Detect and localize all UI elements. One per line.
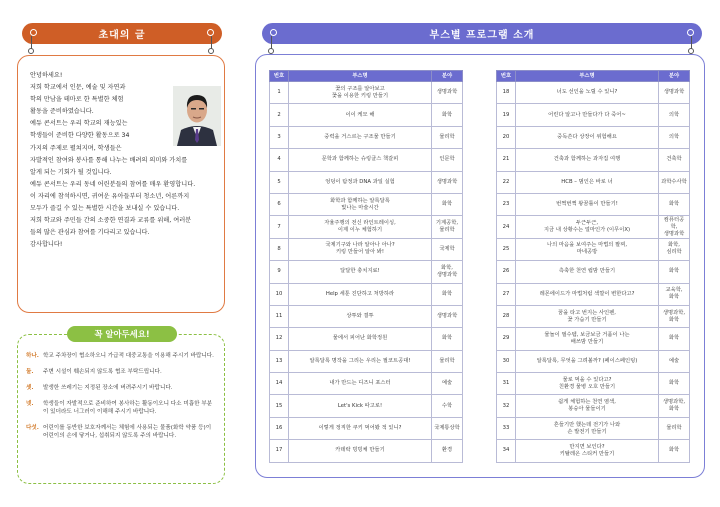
booth-name: 내가 만드는 디즈니 포스터: [289, 373, 432, 395]
booth-number: 34: [497, 440, 516, 462]
notice-text: 발생한 쓰레기는 지정된 장소에 버려주시기 바랍니다.: [43, 385, 173, 391]
booth-name: 엉덩이 탐정과 DNA 과일 실험: [289, 171, 432, 193]
table-row: [497, 171, 690, 193]
booth-name: 만지면 보인다? 키탈레온 스티커 만들기: [516, 440, 659, 462]
table-row: [270, 216, 463, 238]
booth-number: 13: [270, 350, 289, 372]
welcome-line: 감사합니다!: [30, 241, 63, 249]
notice-text: 어린이를 동반한 보호자께서는 체험에 사용되는 물품(화학 약품 등)이 어린이의 손에 닿거나, 섭취되지 않도록 주의 바랍니다.: [43, 425, 212, 439]
booth-field: 국제통상학: [432, 417, 463, 439]
booth-number: 11: [270, 305, 289, 327]
booth-number: 6: [270, 193, 289, 215]
table-row: [497, 350, 690, 372]
welcome-line: 학생들이 준비한 다양한 활동으로 34: [30, 132, 130, 140]
booth-number: 5: [270, 171, 289, 193]
booth-name: 번쩍번쩍 왕꿈틀이 만들기!: [516, 193, 659, 215]
ring-icon: [28, 48, 34, 54]
booth-name: 레몬에이드가 마법처럼 색깔이 변한다고?: [516, 283, 659, 305]
welcome-line: 학의 만남을 테마로 한 특별한 체험: [30, 96, 124, 104]
program-title: 부스별 프로그램 소개: [429, 30, 535, 41]
booth-field: 생명과학, 화학: [659, 305, 690, 327]
table-row: [270, 305, 463, 327]
booth-name: 꽃의 구조를 알아보고 꽃을 이용한 키링 만들기: [289, 82, 432, 104]
header-field: 분야: [659, 71, 690, 82]
booth-number: 10: [270, 283, 289, 305]
table-row: [497, 149, 690, 171]
notice-box: [17, 334, 225, 484]
table-row: [497, 328, 690, 350]
notice-key: 넷.: [26, 401, 34, 407]
table-row: [270, 261, 463, 283]
notice-title: 꼭 알아두세요!: [67, 326, 177, 342]
booth-field: 국제학: [432, 238, 463, 260]
booth-number: 17: [270, 440, 289, 462]
booth-name: Let's Kick 따고로!: [289, 395, 432, 417]
table-row: [270, 104, 463, 126]
booth-field: 컴퓨터공학, 생명과학: [659, 216, 690, 238]
booth-field: 화학: [659, 261, 690, 283]
booth-number: 23: [497, 193, 516, 215]
booth-field: 교육학, 화학: [659, 283, 690, 305]
table-row: [270, 328, 463, 350]
booth-number: 14: [270, 373, 289, 395]
table-row: [270, 238, 463, 260]
booth-number: 22: [497, 171, 516, 193]
booth-number: 21: [497, 149, 516, 171]
booth-field: 물리학: [432, 126, 463, 148]
table-row: [270, 171, 463, 193]
booth-number: 29: [497, 328, 516, 350]
header-num: 번호: [497, 71, 516, 82]
notice-text: 주변 시설이 훼손되지 않도록 협조 부탁드립니다.: [43, 369, 162, 375]
program-table-right: [496, 70, 690, 463]
booth-field: 생명과학: [432, 171, 463, 193]
booth-name: 어린다 알고나 만들다가 다 죽어~: [516, 104, 659, 126]
booth-field: 화학: [659, 373, 690, 395]
booth-name: 쉽게 체험하는 천연 염색, 봉숭아 물들이기: [516, 395, 659, 417]
booth-field: 화학: [432, 104, 463, 126]
welcome-line: 저희 학교에서 인문, 예술 및 자연과: [30, 84, 126, 92]
table-row: [497, 82, 690, 104]
booth-name: 자율주행의 전신 라인트레이싱, 이제 이누 체험하기: [289, 216, 432, 238]
booth-field: 화학: [659, 193, 690, 215]
notice-item: [26, 368, 216, 376]
welcome-title: 초대의 글: [98, 30, 146, 41]
table-row: [270, 350, 463, 372]
welcome-line: 예듀 콘서트는 우리 학교의 재능있는: [30, 120, 128, 128]
program-banner: [262, 23, 702, 44]
ring-icon: [208, 48, 214, 54]
program-box: [255, 54, 705, 478]
table-row: [497, 216, 690, 238]
notice-item: [26, 424, 216, 440]
table-row: [270, 440, 463, 462]
booth-name: HCB – 범인은 바로 너: [516, 171, 659, 193]
header-booth: 부스명: [289, 71, 432, 82]
notice-key: 하나.: [26, 353, 39, 359]
welcome-line: 이 자리에 참석하시면, 귀여운 유아들부터 청소년, 어른까지: [30, 192, 190, 200]
welcome-box: [17, 55, 225, 313]
booth-name: 국제기구와 나라 알아나 아나? 키링 만들어 알아 봐!: [289, 238, 432, 260]
booth-number: 27: [497, 283, 516, 305]
booth-field: 화학: [432, 283, 463, 305]
table-row: [270, 395, 463, 417]
booth-name: 건축과 함께하는 과자집 여행: [516, 149, 659, 171]
notice-key: 다섯.: [26, 425, 39, 431]
booth-field: 생명과학, 화학: [659, 395, 690, 417]
booth-field: 의학: [659, 126, 690, 148]
notice-key: 셋.: [26, 385, 34, 391]
welcome-line: 예듀 콘서트는 우리 동네 어린분들의 참여를 매우 환영합니다.: [30, 180, 196, 188]
welcome-line: 가지의 주제로 펼쳐지며, 학생들은: [30, 144, 122, 152]
booth-number: 12: [270, 328, 289, 350]
booth-field: 환경: [432, 440, 463, 462]
welcome-line: 저희 학교와 주민들 간의 소중한 연결과 교류를 위해, 여러분: [30, 217, 192, 225]
booth-field: 생명과학: [432, 82, 463, 104]
booth-number: 31: [497, 373, 516, 395]
booth-name: 달달한 충치지료!: [289, 261, 432, 283]
booth-field: 과학수사학: [659, 171, 690, 193]
banner-dot-icon: [687, 29, 694, 36]
table-row: [497, 261, 690, 283]
table-row: [270, 373, 463, 395]
welcome-line: 모두가 즐길 수 있는 특별한 시간을 보내실 수 있습니다.: [30, 205, 180, 213]
booth-field: 화학: [432, 193, 463, 215]
banner-dot-icon: [207, 29, 214, 36]
table-row: [497, 238, 690, 260]
booth-field: 생명과학: [659, 82, 690, 104]
table-row: [497, 126, 690, 148]
booth-number: 24: [497, 216, 516, 238]
header-booth: 부스명: [516, 71, 659, 82]
booth-name: 카데락 빙빙체 만들기: [289, 440, 432, 462]
booth-number: 15: [270, 395, 289, 417]
booth-number: 4: [270, 149, 289, 171]
booth-field: 화학: [659, 440, 690, 462]
booth-number: 18: [497, 82, 516, 104]
booth-number: 26: [497, 261, 516, 283]
welcome-line: 활동을 준비하였습니다.: [30, 108, 94, 116]
booth-name: 화학과 함께하는 알록달록 빛나는 마술시간: [289, 193, 432, 215]
booth-name: 물놀이 필수템, 보금보금 거품이 나는 배쓰밤 만들기: [516, 328, 659, 350]
table-row: [270, 193, 463, 215]
booth-name: 물로 먹을 수 있다고? 친환경 물병 오호 만들기: [516, 373, 659, 395]
booth-number: 2: [270, 104, 289, 126]
booth-field: 수학: [432, 395, 463, 417]
booth-name: 물에서 피어난 화학정원: [289, 328, 432, 350]
booth-number: 25: [497, 238, 516, 260]
notice-item: [26, 352, 216, 360]
table-header-row: [497, 71, 690, 82]
notice-key: 둘.: [26, 369, 34, 375]
booth-name: 상투와 결투: [289, 305, 432, 327]
booth-field: 예술: [432, 373, 463, 395]
header-num: 번호: [270, 71, 289, 82]
booth-field: 기계공학, 물리학: [432, 216, 463, 238]
booth-name: 중력을 거스르는 구조물 만들기: [289, 126, 432, 148]
welcome-banner: [22, 23, 222, 44]
booth-number: 1: [270, 82, 289, 104]
booth-name: 이렇게 정직한 쿠키 먹어봤 적 있니?: [289, 417, 432, 439]
booth-number: 30: [497, 350, 516, 372]
table-row: [497, 395, 690, 417]
booth-number: 3: [270, 126, 289, 148]
booth-number: 28: [497, 305, 516, 327]
header-field: 분야: [432, 71, 463, 82]
booth-name: 측축한 천연 립밤 만들기: [516, 261, 659, 283]
table-header-row: [270, 71, 463, 82]
booth-number: 19: [497, 104, 516, 126]
booth-name: 이이 케모 해: [289, 104, 432, 126]
booth-field: 생명과학: [432, 305, 463, 327]
notice-text: 학교 주차장이 협소하오니 가급적 대중교통을 이용해 주시기 바랍니다.: [43, 353, 214, 359]
table-row: [497, 373, 690, 395]
welcome-line: 안녕하세요!: [30, 72, 63, 79]
table-row: [497, 305, 690, 327]
booth-field: 물리학: [432, 350, 463, 372]
booth-number: 20: [497, 126, 516, 148]
banner-dot-icon: [30, 29, 37, 36]
table-row: [497, 283, 690, 305]
booth-field: 화학: [432, 328, 463, 350]
table-row: [270, 149, 463, 171]
booth-field: 인문학: [432, 149, 463, 171]
booth-number: 32: [497, 395, 516, 417]
booth-name: 두근두근, 지금 내 상황수는 얼마인가 (이무이X): [516, 216, 659, 238]
program-table-left: [269, 70, 463, 463]
table-row: [497, 417, 690, 439]
booth-name: 중독쓴다 상장이 위험해요: [516, 126, 659, 148]
booth-name: 문학과 함께하는 슈링클스 책갈피: [289, 149, 432, 171]
booth-number: 7: [270, 216, 289, 238]
welcome-line: 들의 많은 관심과 참여를 기다리고 있습니다.: [30, 229, 150, 237]
booth-field: 화학, 생명과학: [432, 261, 463, 283]
table-row: [497, 193, 690, 215]
table-row: [270, 82, 463, 104]
table-row: [270, 417, 463, 439]
booth-name: 알록달록, 무엇을 그려볼까? (페이스페인팅): [516, 350, 659, 372]
booth-number: 16: [270, 417, 289, 439]
notice-item: [26, 400, 216, 416]
booth-field: 의학: [659, 104, 690, 126]
booth-field: 화학, 심리학: [659, 238, 690, 260]
table-row: [270, 283, 463, 305]
booth-name: 꿈을 타고 번지는 사인펜, 꽃 가습기 만들기: [516, 305, 659, 327]
notice-item: [26, 384, 216, 392]
booth-name: 흔들기만 했는데 전기가 나와 손 발전기 만들기: [516, 417, 659, 439]
table-row: [497, 104, 690, 126]
booth-number: 9: [270, 261, 289, 283]
table-row: [270, 126, 463, 148]
booth-field: 예술: [659, 350, 690, 372]
booth-number: 33: [497, 417, 516, 439]
booth-name: 나의 마음을 보여주는 마법의 팔찌, 마네공방: [516, 238, 659, 260]
principal-photo: [173, 86, 221, 146]
booth-number: 8: [270, 238, 289, 260]
booth-name: 알록달록 명작을 그리는 우리는 필코트공대!: [289, 350, 432, 372]
booth-name: Help 세툰 진단하고 처방하라: [289, 283, 432, 305]
booth-field: 화학: [659, 328, 690, 350]
table-row: [497, 440, 690, 462]
welcome-line: 알게 되는 기회가 될 것입니다.: [30, 168, 112, 176]
booth-name: 너도 선인을 노릴 수 있니?: [516, 82, 659, 104]
booth-field: 물리학: [659, 417, 690, 439]
banner-dot-icon: [270, 29, 277, 36]
notice-text: 학생들이 자발적으로 준비하여 봉사하는 활동이오니 다소 미흡한 부분이 있더라도 너그러이 이해해 주시기 바랍니다.: [43, 401, 213, 415]
booth-field: 건축학: [659, 149, 690, 171]
welcome-line: 자발적인 참여와 봉사를 통해 나누는 배려의 의미와 가치를: [30, 156, 188, 164]
